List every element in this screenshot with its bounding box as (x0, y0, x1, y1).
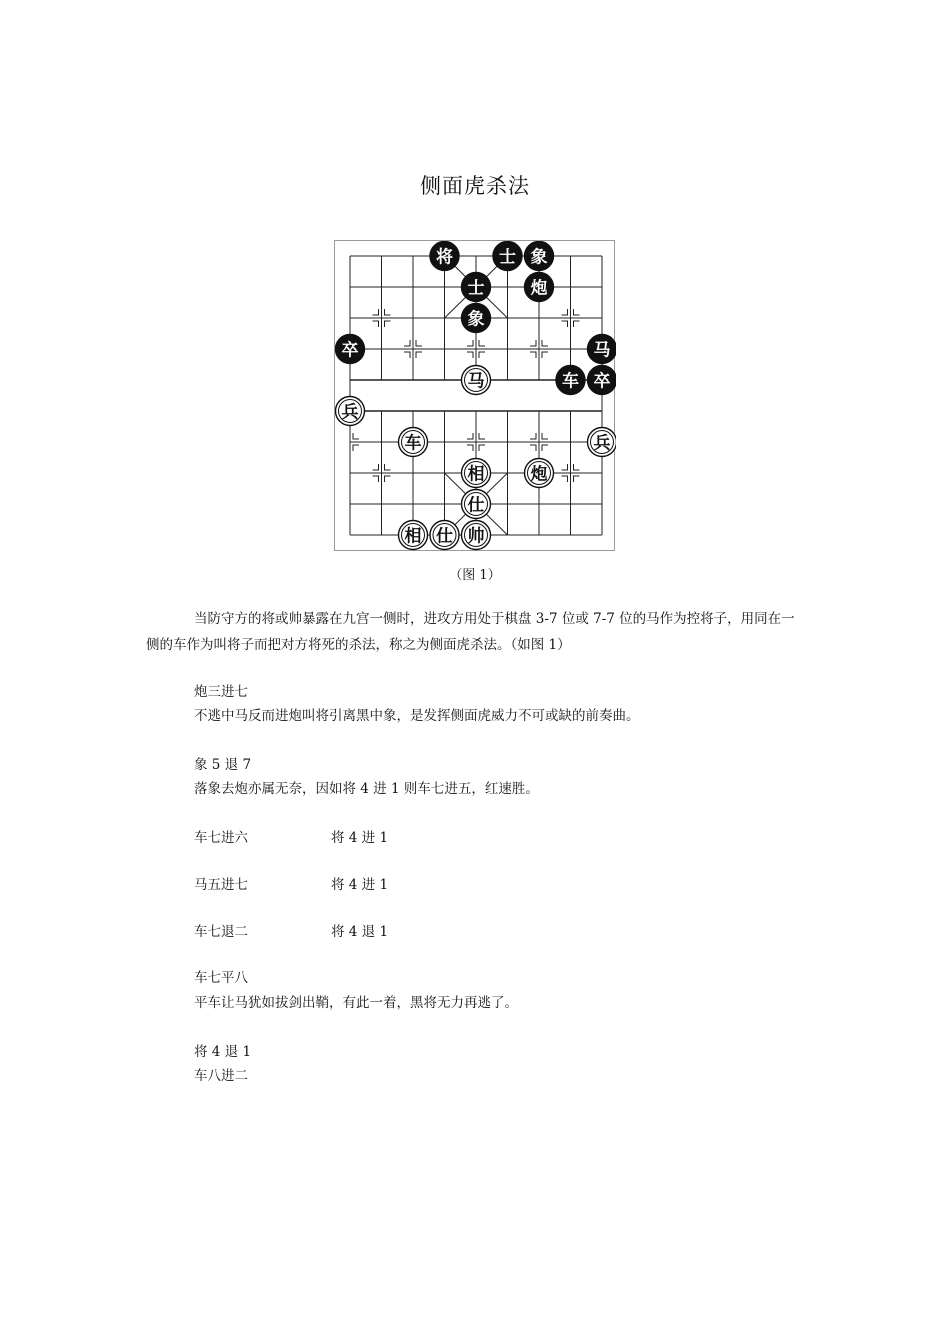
piece-label: 象 (467, 309, 485, 330)
black-piece (493, 242, 522, 271)
red-piece (399, 428, 428, 457)
black-piece (525, 242, 554, 271)
piece-label: 仕 (436, 526, 453, 547)
move-2-comment: 落象去炮亦属无奈，因如将 4 进 1 则车七进五，红速胜。 (194, 781, 539, 797)
piece-label: 马 (593, 340, 611, 361)
move-5-reply: 将 4 退 1 (331, 924, 389, 940)
red-piece (399, 521, 428, 550)
move-6: 车七平八 (194, 970, 248, 986)
piece-label: 仕 (467, 495, 485, 516)
red-piece (462, 521, 491, 550)
move-4-reply: 将 4 进 1 (331, 877, 389, 893)
black-piece (430, 242, 459, 271)
piece-label: 马 (467, 371, 485, 392)
move-2: 象 5 退 7 (194, 757, 252, 773)
piece-label: 象 (530, 247, 548, 268)
move-4: 马五进七 (194, 877, 248, 893)
piece-label: 卒 (593, 371, 611, 392)
move-6-comment: 平车让马犹如拔剑出鞘，有此一着，黑将无力再逃了。 (194, 995, 518, 1011)
black-piece (588, 366, 617, 395)
pieces (336, 242, 617, 550)
black-piece (525, 273, 554, 302)
piece-label: 车 (562, 371, 579, 392)
black-piece (588, 335, 617, 364)
piece-label: 卒 (341, 340, 359, 361)
move-7: 将 4 退 1 (194, 1044, 252, 1060)
xiangqi-board (335, 241, 616, 552)
red-piece (336, 397, 365, 426)
move-3: 车七进六 (194, 830, 248, 846)
piece-label: 将 (436, 247, 453, 268)
intro-paragraph (146, 606, 806, 658)
move-3-reply: 将 4 进 1 (331, 830, 389, 846)
move-5: 车七退二 (194, 924, 248, 940)
page-title: 侧面虎杀法 (420, 174, 530, 198)
figure-caption: （图 1） (449, 568, 501, 583)
piece-label: 士 (499, 247, 516, 268)
black-piece (462, 304, 491, 333)
piece-label: 兵 (593, 433, 611, 454)
intro-text: 当防守方的将或帅暴露在九宫一侧时，进攻方用处于棋盘 3-7 位或 7-7 位的马作为控将子，用同在一侧的车作为叫将子而把对方将死的杀法，称之为侧面虎杀法。（如图 1） (146, 611, 795, 653)
piece-label: 相 (467, 464, 485, 485)
piece-label: 兵 (341, 402, 359, 423)
red-piece (525, 459, 554, 488)
piece-label: 炮 (530, 464, 548, 485)
black-piece (336, 335, 365, 364)
black-piece (556, 366, 585, 395)
move-1-comment: 不逃中马反而进炮叫将引离黑中象，是发挥侧面虎威力不可或缺的前奏曲。 (194, 708, 640, 724)
move-1: 炮三进七 (194, 684, 248, 700)
piece-label: 炮 (530, 278, 548, 299)
move-8: 车八进二 (194, 1068, 248, 1084)
red-piece (462, 490, 491, 519)
piece-label: 车 (404, 433, 422, 454)
piece-label: 帅 (467, 526, 485, 547)
black-piece (462, 273, 491, 302)
xiangqi-board-figure (334, 240, 615, 551)
red-piece (462, 366, 491, 395)
red-piece (430, 521, 459, 550)
red-piece (462, 459, 491, 488)
piece-label: 士 (467, 278, 485, 299)
red-piece (588, 428, 617, 457)
piece-label: 相 (404, 526, 422, 547)
